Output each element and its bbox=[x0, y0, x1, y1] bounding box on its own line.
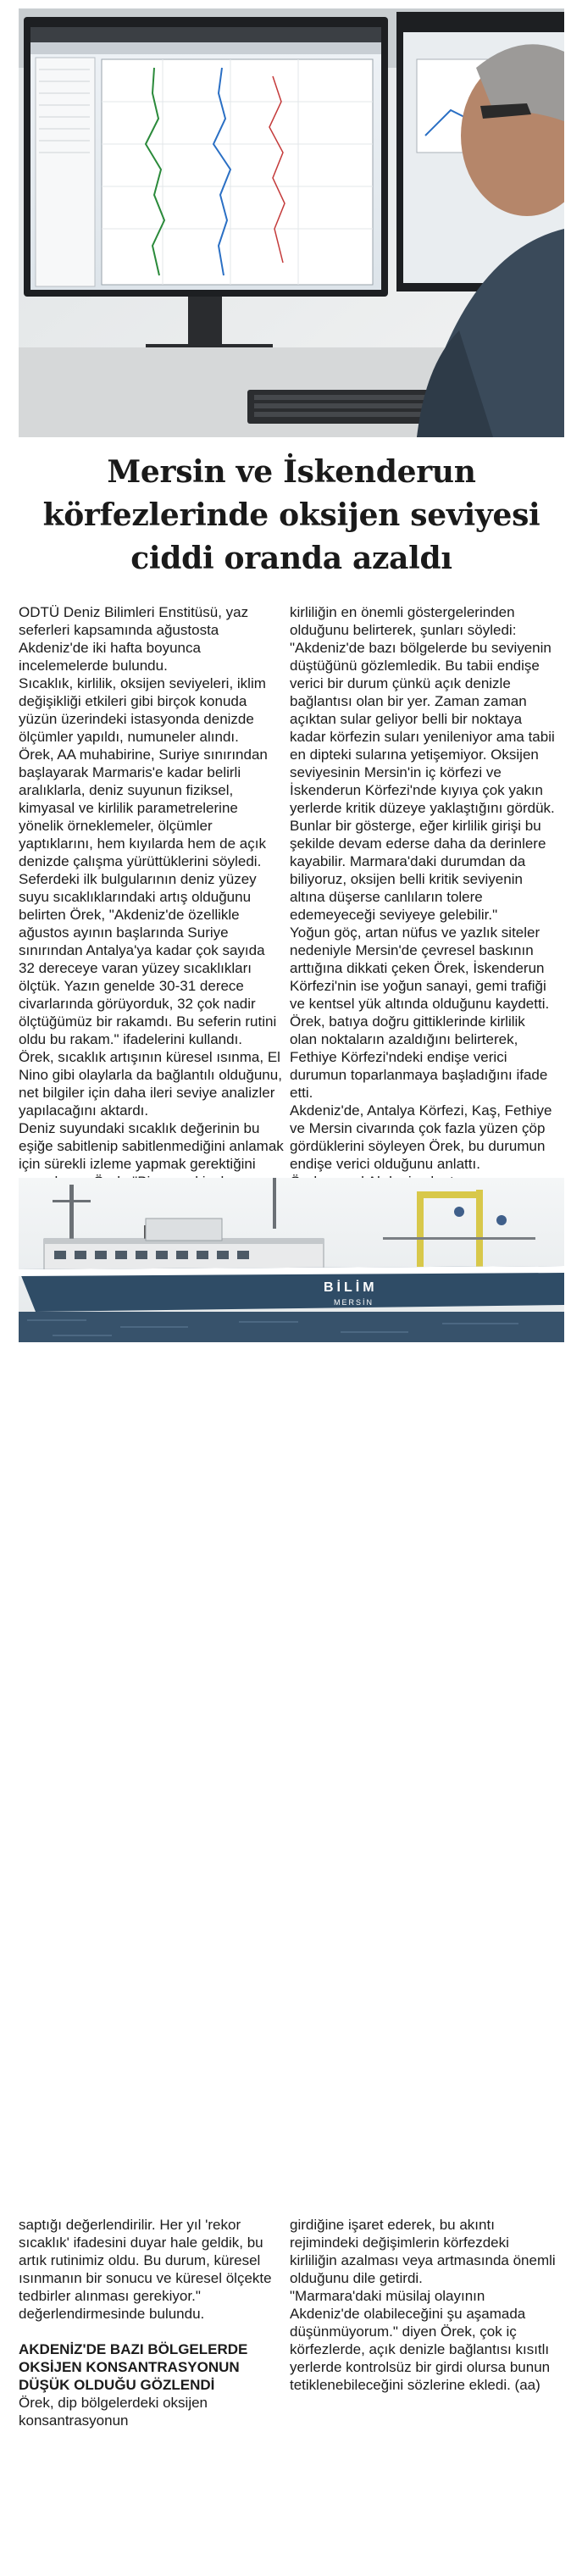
paragraph: Seferdeki ilk bulgularının deniz yüzey suyu sıcaklıklarındaki artış olduğunu belirten Örek, "Akdeniz'de özellikle ağustos ayının başlarında Suriye sınırından Antalya'ya kadar çok sayıda 32 dereceye varan yüzey sıcaklıkları ölçtük. Yazın genelde 30-31 derece civarlarında görüyorduk, 32 çok nadir ölçtüğümüz bir rakamdı. Bu seferin rutini oldu bu rakam." ifadelerini kullandı. bbox=[19, 871, 277, 1047]
paragraph: kirliliğin en önemli göstergelerinden olduğunu belirterek, şunları söyledi: "Akdeniz'de bazı bölgelerde bu seviyenin düştüğünü gözlemledik. Bu tabii endişe verici bir durum çünkü açık denizle bağlantısı olan bir yer. Zaman zaman açıktan sular geliyor belli bir noktaya kadar körfezin suları yenileniyor ama tabii en dipteki sularına yetişemiyor. Oksijen seviyesinin Mersin'in iç körfezi ve İskenderun Körfezi'nde kıyıya çok yakın yerlerde kritik düzeye yaklaştığını gördük. Bunlar bir gösterge, eğer kirlilik girişi bu şekilde devam ederse daha da derinlere kayabilir. Marmara'daki durumdan da biliyoruz, oksijen belli kritik seviyenin altına düşerse canlıların tolere edemeyeceği seviyeye gelebilir." bbox=[290, 604, 555, 923]
research-vessel-illustration bbox=[19, 1178, 564, 1342]
paragraph: Sıcaklık, kirlilik, oksijen seviyeleri, iklim değişikliği etkileri gibi birçok konuda yüzün üzerindeki istasyonda denizde ölçümler yapıldı, numuneler alındı. bbox=[19, 675, 266, 745]
paragraph: Örek, dip bölgelerdeki oksijen konsantrasyonun bbox=[19, 2395, 208, 2429]
researcher-at-monitor-photo bbox=[19, 8, 564, 437]
article-column-4 bbox=[290, 2216, 556, 2394]
paragraph: Deniz suyundaki sıcaklık değerinin bu eşiğe sabitlenip sabitlenmediğini anlamak için sürekli izleme yapmak gerektiğini bbox=[19, 1120, 284, 1172]
paragraph: Akdeniz'de, Antalya Körfezi, Kaş, Fethiye ve Mersin civarında çok fazla yüzen çöp gördüklerini söyleyen Örek, bu durumun endişe verici olduğunu anlattı. bbox=[290, 1102, 552, 1172]
paragraph: saptığı değerlendirilir. Her yıl 'rekor sıcaklık' ifadesini duyar hale geldik, bu artık rutinimiz oldu. Bu durum, küresel ısınmanın bir sonucu ve küresel ölçekte tedbirler alınması gerekiyor." değerlendirmesinde bulundu. bbox=[19, 2217, 272, 2322]
paragraph: Yoğun göç, artan nüfus ve yazlık siteler nedeniyle Mersin'de çevresel baskının arttığına dikkati çeken Örek, İskenderun Körfezi'nin ise yoğun sanayi, gemi trafiği ve kentsel yük altında olduğunu kaydetti. bbox=[290, 924, 550, 1012]
researcher-photo-illustration bbox=[19, 8, 564, 437]
article-column-3 bbox=[19, 2216, 285, 2429]
research-vessel-bilim-photo bbox=[19, 1178, 564, 1342]
article-headline: Mersin ve İskenderun körfezlerinde oksijen seviyesi ciddi oranda azaldı bbox=[42, 454, 540, 576]
section-subheading: AKDENİZ'DE BAZI BÖLGELERDE OKSİJEN KONSANTRASYONUN DÜŞÜK OLDUĞU GÖZLENDİ bbox=[19, 2341, 248, 2393]
paragraph: ODTÜ Deniz Bilimleri Enstitüsü, yaz seferleri kapsamında ağustosta Akdeniz'de iki hafta boyunca incelemelerde bulundu. bbox=[19, 604, 249, 674]
paragraph: girdiğine işaret ederek, bu akıntı rejimindeki değişimlerin körfezdeki kirliliğin azalması veya artmasında önemli olduğunu dile getirdi. bbox=[290, 2217, 556, 2286]
ship-name-label: BİLİM bbox=[324, 1280, 378, 1295]
paragraph: Örek, AA muhabirine, Suriye sınırından başlayarak Marmaris'e kadar belirli aralıklarla, deniz suyunun fiziksel, kimyasal ve kirlilik parametrelerine yönelik örneklemeler, ölçümler yaptıklarını, hem kıyılarda hem de açık denizde çalışma yürüttüklerini söyledi. bbox=[19, 747, 268, 869]
paragraph: "Marmara'daki müsilaj olayının Akdeniz'de olabileceğini şu aşamada düşünmüyorum." diyen Örek, çok iç körfezlerde, açık denizle bağlantısı kısıtlı yerlerde kontrolsüz bir girdi olursa bunun tetiklenebileceğini sözlerine ekledi. (aa) bbox=[290, 2288, 551, 2393]
paragraph: Örek, batıya doğru gittiklerinde kirlilik olan noktaların azaldığını belirterek, Fethiye Körfezi'ndeki endişe verici durumun toparlanmaya başladığını ifade etti. bbox=[290, 1013, 548, 1101]
ship-port-label: MERSİN bbox=[334, 1298, 374, 1307]
paragraph: Örek, sıcaklık artışının küresel ısınma, El Nino gibi olaylarla da bağlantılı olduğunu, net bilgiler için daha ileri seviye analizler yapılacağını aktardı. bbox=[19, 1049, 282, 1119]
article-column-2 bbox=[290, 603, 556, 1244]
